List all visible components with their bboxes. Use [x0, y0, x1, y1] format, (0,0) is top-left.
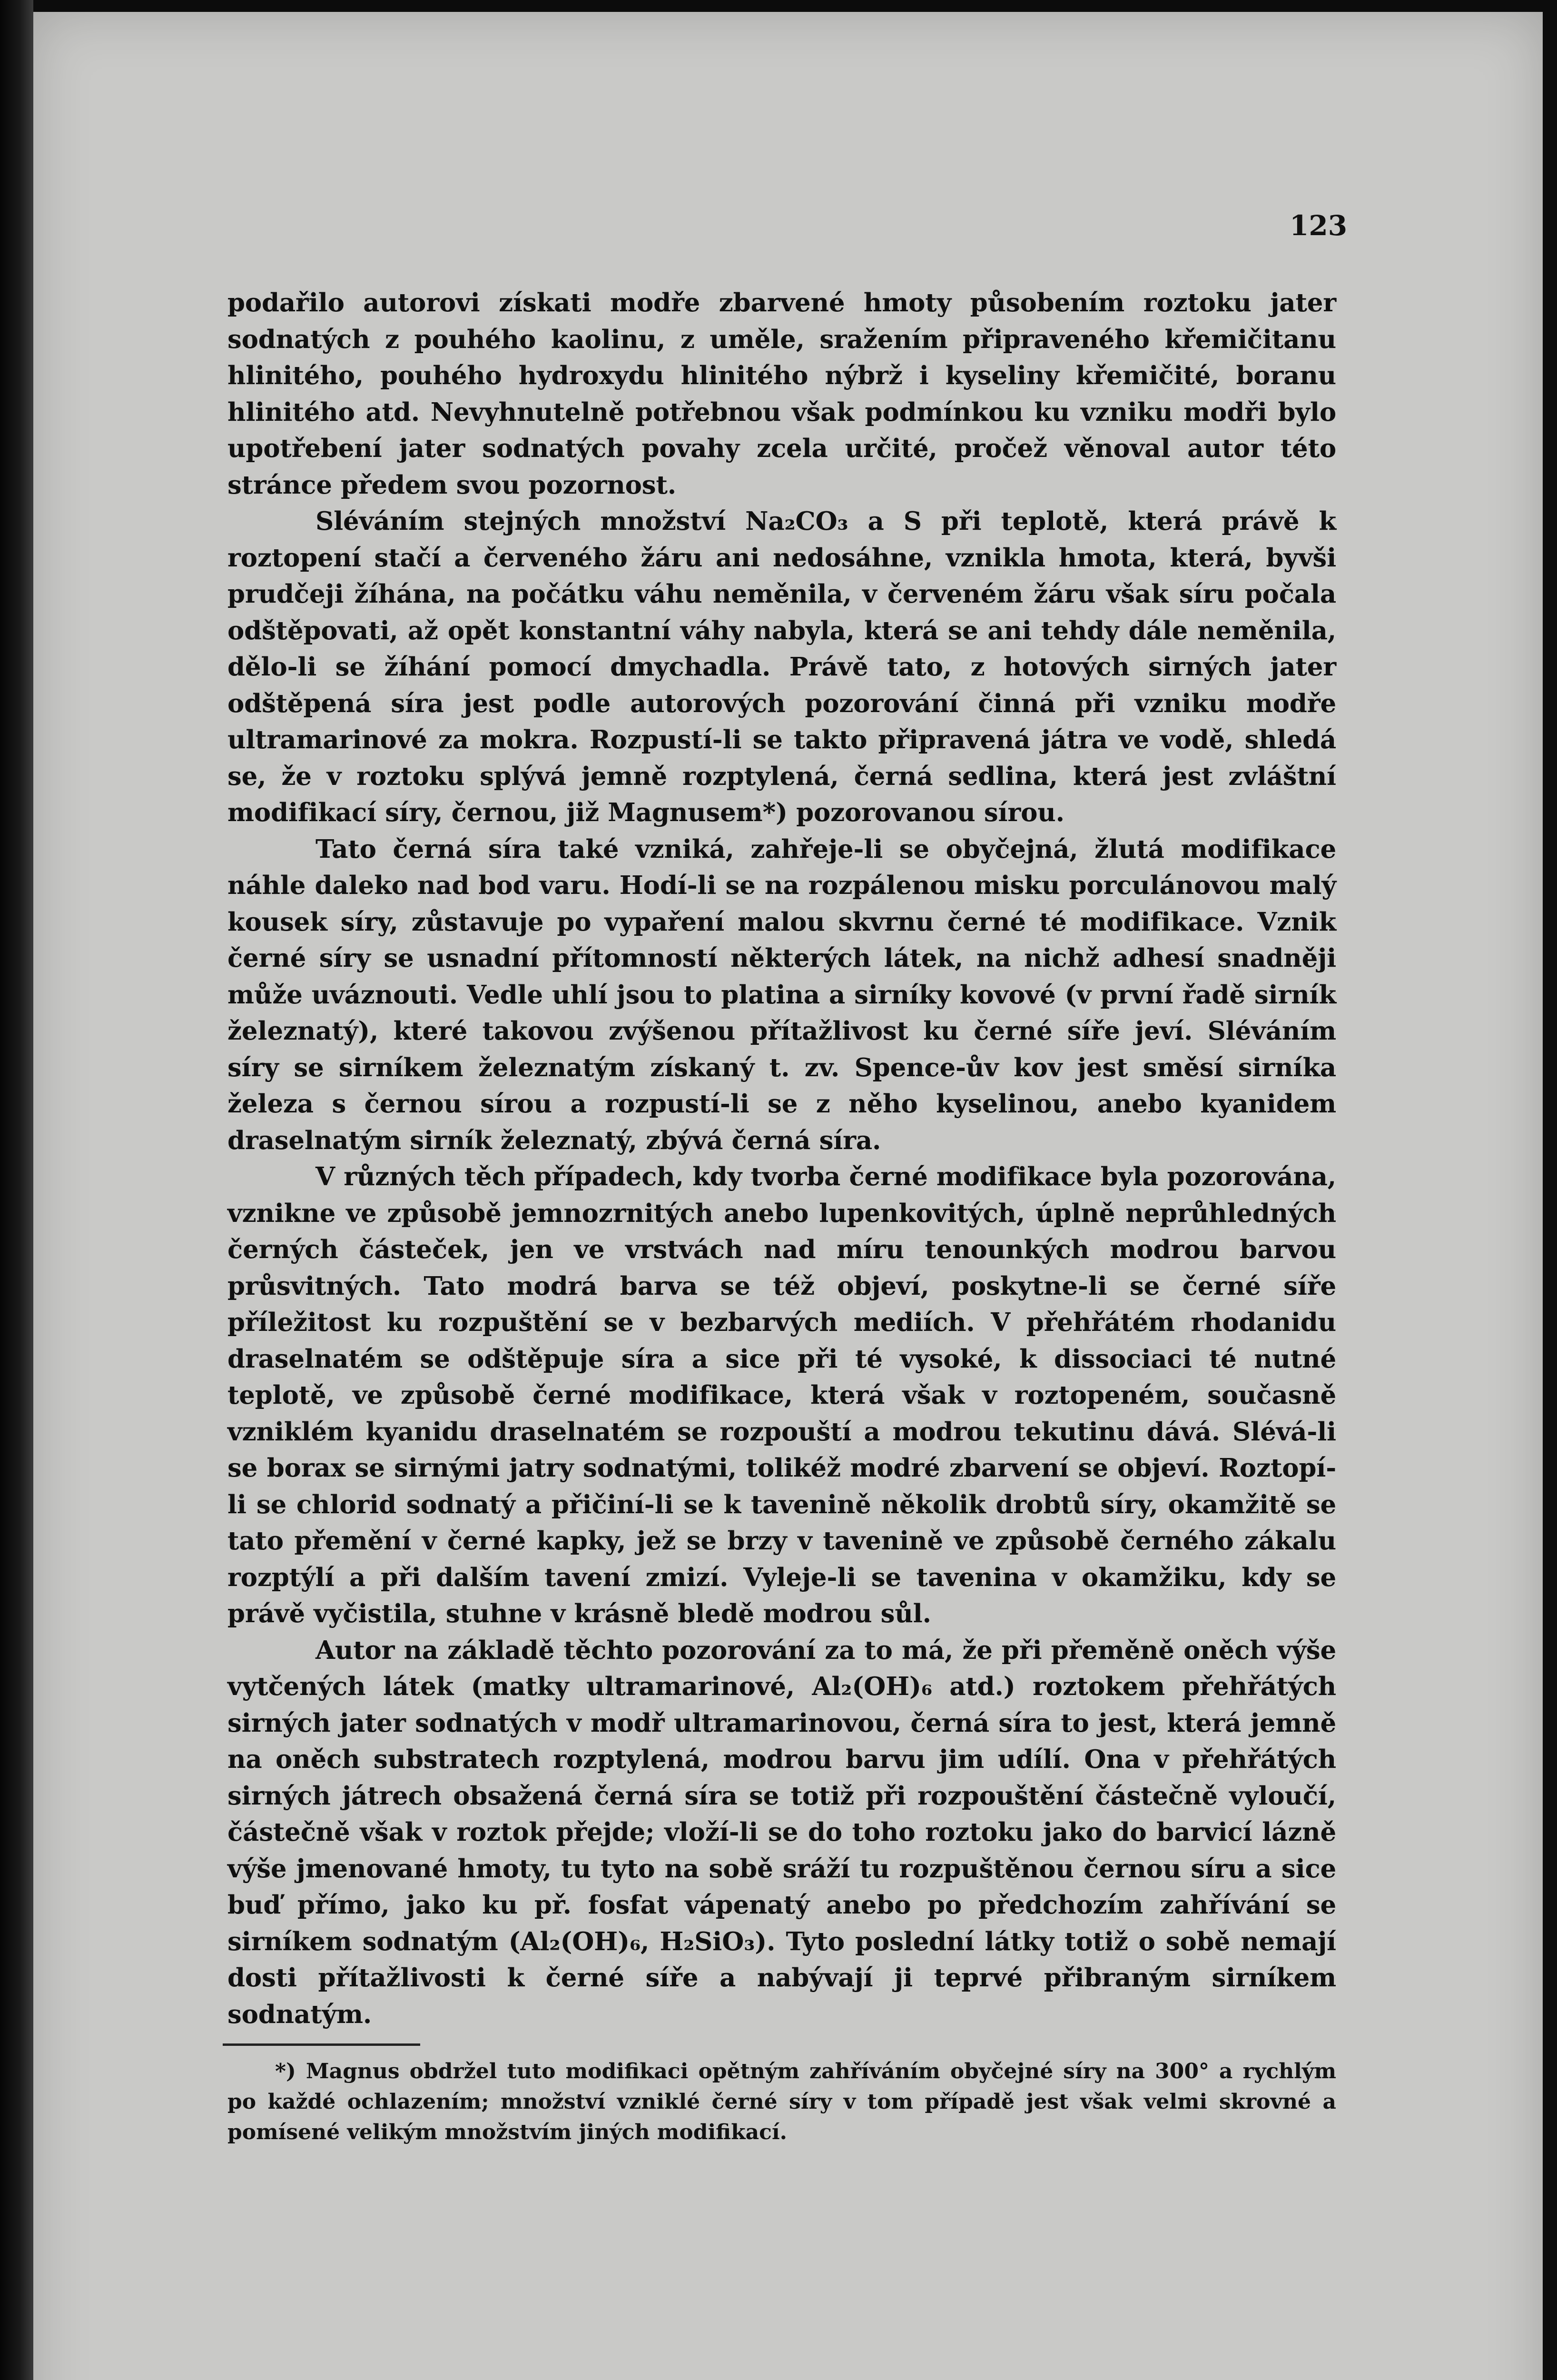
- page-number: 123: [1290, 209, 1348, 242]
- paragraph: V různých těch případech, kdy tvorba černé modifikace byla pozorována, vznikne ve způsobě jemnozrnitých anebo lupenkovitých, úplně neprůhledných černých částeček, jen ve vrstvách nad míru tenounkých modrou barvou průsvitných. Tato modrá barva se též objeví, poskytne-li se černé síře příležitost ku rozpuštění se v bezbarvých mediích. V přehřátém rhodanidu draselnatém se odštěpuje síra a sice při té vysoké, k dissociaci té nutné teplotě, ve způsobě černé modifikace, která však v roztopeném, současně vzniklém kyanidu draselnatém se rozpouští a modrou tekutinu dává. Slévá-li se borax se sirnými jatry sodnatými, tolikéž modré zbarvení se objeví. Roztopí-li se chlorid sodnatý a přičiní-li se k tavenině několik drobtů síry, okamžitě se tato přemění v černé kapky, jež se brzy v tavenině ve způsobě černého zákalu rozptýlí a při dalším tavení zmizí. Vyleje-li se tavenina v okamžiku, kdy se právě vyčistila, stuhne v krásně bledě modrou sůl.: [227, 1162, 1336, 1628]
- paragraph: Sléváním stejných množství Na₂CO₃ a S při teplotě, která právě k roztopení stačí a červeného žáru ani nedosáhne, vznikla hmota, která, byvši prudčeji žíhána, na počátku váhu neměnila, v červeném žáru však síru počala odštěpovati, až opět konstantní váhy nabyla, která se ani tehdy dále neměnila, dělo-li se žíhání pomocí dmychadla. Právě tato, z hotových sirných jater odštěpená síra jest podle autorových pozorování činná při vzniku modře ultramarinové za mokra. Rozpustí-li se takto připravená játra ve vodě, shledá se, že v roztoku splývá jemně rozptylená, černá sedlina, která jest zvláštní modifikací síry, černou, již Magnusem*) pozorovanou sírou.: [227, 506, 1336, 827]
- paragraph: podařilo autorovi získati modře zbarvené hmoty působením roztoku jater sodnatých z pouhého kaolinu, z uměle, sražením připraveného křemičitanu hlinitého, pouhého hydroxydu hlinitého nýbrž i kyseliny křemičité, boranu hlinitého atd. Nevyhnutelně potřebnou však podmínkou ku vzniku modři bylo upotřebení jater sodnatých povahy zcela určité, pročež věnoval autor této stránce předem svou pozornost.: [227, 288, 1336, 500]
- footnote: *) Magnus obdržel tuto modifikaci opětným zahříváním obyčejné síry na 300° a rychlým po každé ochlazením; množství vzniklé černé síry v tom případě jest však velmi skrovné a pomísené velikým množstvím jiných modifikací.: [227, 2059, 1336, 2144]
- body-text: [227, 285, 1336, 2033]
- footnote-divider: [223, 2043, 420, 2046]
- paragraph: Autor na základě těchto pozorování za to má, že při přeměně oněch výše vytčených látek (matky ultramarinové, Al₂(OH)₆ atd.) roztokem přehřátých sirných jater sodnatých v modř ultramarinovou, černá síra to jest, která jemně na oněch substratech rozptylená, modrou barvu jim udílí. Ona v přehřátých sirných játrech obsažená černá síra se totiž při rozpouštění částečně vyloučí, částečně však v roztok přejde; vloží-li se do toho roztoku jako do barvicí lázně výše jmenované hmoty, tu tyto na sobě sráží tu rozpuštěnou černou síru a sice buď přímo, jako ku př. fosfat vápenatý anebo po předchozím zahřívání se sirníkem sodnatým (Al₂(OH)₆, H₂SiO₃). Tyto poslední látky totiž o sobě nemají dosti přítažlivosti k černé síře a nabývají ji teprvé přibraným sirníkem sodnatým.: [227, 1635, 1336, 2029]
- spine-shadow: [0, 0, 33, 2380]
- paragraph: Tato černá síra také vzniká, zahřeje-li se obyčejná, žlutá modifikace náhle daleko nad bod varu. Hodí-li se na rozpálenou misku porculánovou malý kousek síry, zůstavuje po vypaření malou skvrnu černé té modifikace. Vznik černé síry se usnadní přítomností některých látek, na nichž adhesí snadněji může uváznouti. Vedle uhlí jsou to platina a sirníky kovové (v první řadě sirník železnatý), které takovou zvýšenou přítažlivost ku černé síře jeví. Sléváním síry se sirníkem železnatým získaný t. zv. Spence-ův kov jest směsí sirníka železa s černou sírou a rozpustí-li se z něho kyselinou, anebo kyanidem draselnatým sirník železnatý, zbývá černá síra.: [227, 834, 1336, 1155]
